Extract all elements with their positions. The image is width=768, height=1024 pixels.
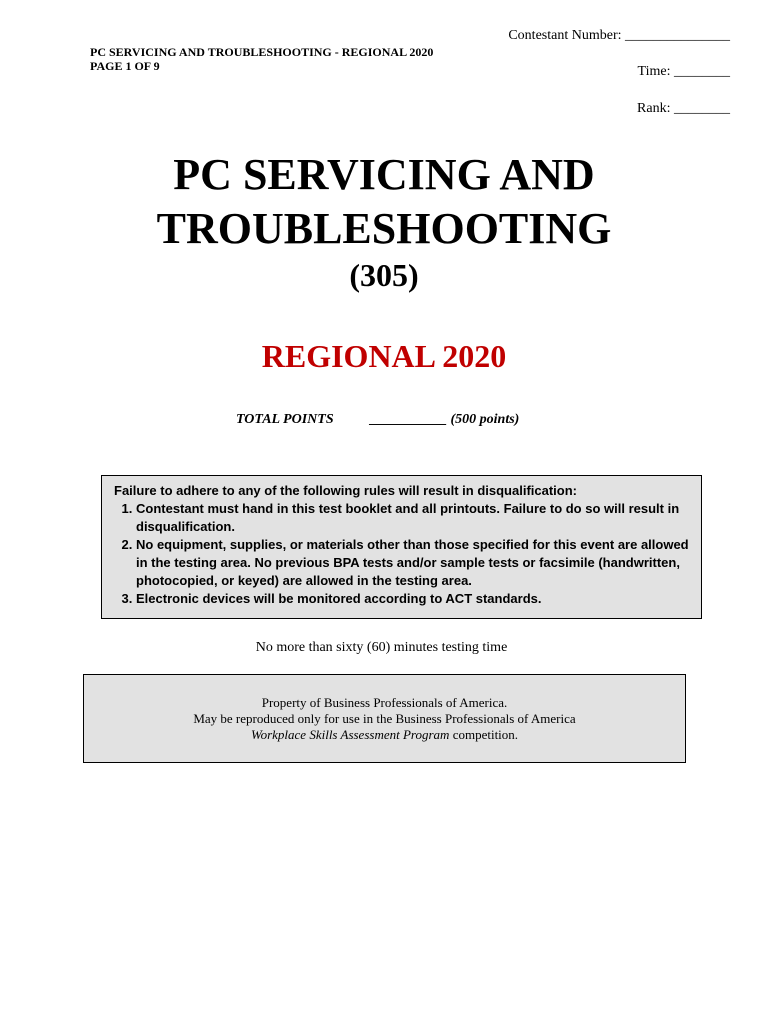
program-name: Workplace Skills Assessment Program (250, 727, 450, 742)
contestant-number-field: Contestant Number: _______________ (508, 28, 730, 43)
title-line-2: TROUBLESHOOTING (156, 204, 612, 253)
property-line-3-rest: competition. (449, 727, 519, 742)
page-title (0, 148, 768, 256)
page-info: PAGE 1 OF 9 (90, 59, 160, 73)
rule-item: 1. Contestant must hand in this test booklet and all printouts. Failure to do so will result in disqualification. (136, 500, 689, 536)
total-points (236, 412, 519, 428)
running-title: PC SERVICING AND TROUBLESHOOTING - REGIONAL 2020 (90, 45, 434, 59)
total-points-value: ___________ (500 points) (370, 412, 520, 427)
event-code: (305) (349, 257, 419, 293)
property-line-3 (84, 727, 685, 743)
property-notice (83, 674, 686, 763)
title-line-1: PC SERVICING AND (173, 150, 595, 199)
property-line-1: Property of Business Professionals of America. (261, 695, 508, 710)
rules-list (114, 500, 689, 608)
rules-intro: Failure to adhere to any of the following rules will result in disqualification: (114, 483, 577, 498)
regional-heading: REGIONAL 2020 (261, 338, 507, 374)
testing-time-note: No more than sixty (60) minutes testing time (255, 640, 508, 655)
rank-field: Rank: ________ (637, 101, 730, 116)
time-field: Time: ________ (637, 64, 730, 79)
rule-item: 3. Electronic devices will be monitored according to ACT standards. (136, 590, 689, 608)
total-points-label: TOTAL POINTS (236, 412, 334, 427)
rules-box (101, 475, 702, 619)
running-header (90, 45, 433, 73)
property-line-2: May be reproduced only for use in the Business Professionals of America (193, 711, 576, 726)
rule-item: 2. No equipment, supplies, or materials other than those specified for this event are allowed in the testing area. No previous BPA tests and/or sample tests or facsimile (handwritten, photocopied, or keyed) are allowed in the testing area. (136, 536, 689, 590)
